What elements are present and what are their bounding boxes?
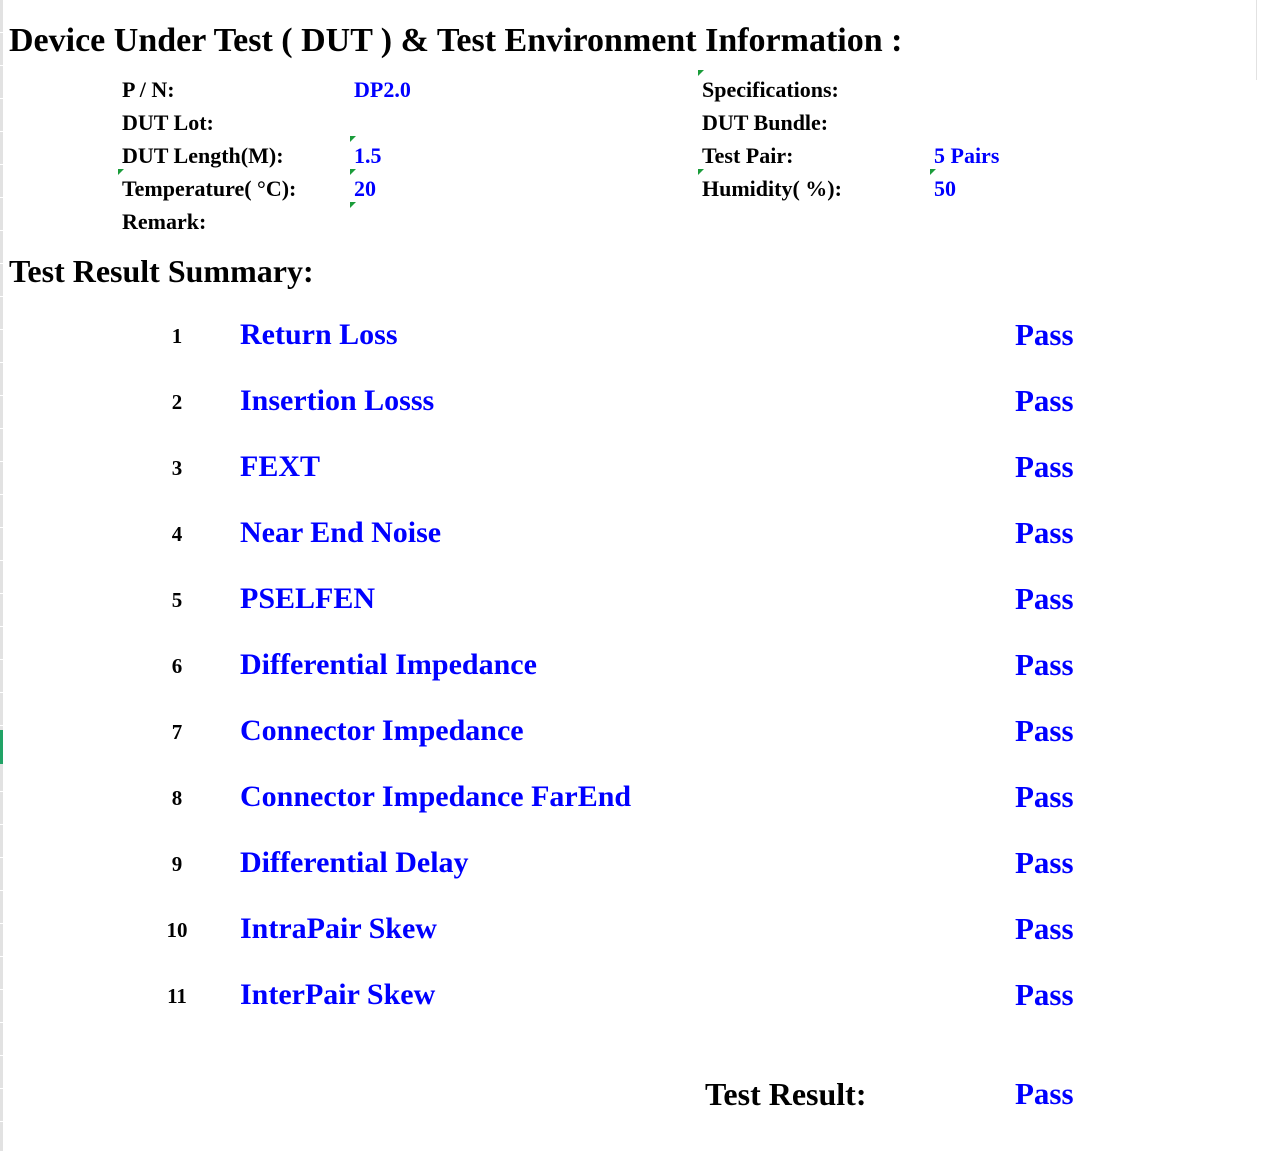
test-pair-label: Test Pair: [702,143,794,168]
comment-indicator-icon [118,169,124,175]
list-item-number: 11 [167,984,187,1008]
column-gridline [1256,0,1262,80]
comment-indicator-icon [350,202,356,208]
list-item-result[interactable]: Pass [1015,845,1074,880]
list-item-name[interactable]: PSELFEN [240,582,376,615]
comment-indicator-icon [698,169,704,175]
temperature-label: Temperature( °C): [122,176,297,201]
temperature-value[interactable]: 20 [354,176,376,201]
list-item-name[interactable]: Insertion Losss [240,384,435,417]
list-item-result[interactable]: Pass [1015,317,1074,352]
list-item-result[interactable]: Pass [1015,383,1074,418]
list-item-name[interactable]: FEXT [240,450,321,483]
list-item-name[interactable]: Differential Delay [240,846,469,879]
list-item-name[interactable]: InterPair Skew [240,978,436,1011]
dut-bundle-label: DUT Bundle: [702,110,829,135]
list-item-name[interactable]: Return Loss [240,318,398,351]
specifications-label: Specifications: [702,77,839,102]
dut-lot-label: DUT Lot: [122,110,214,135]
pn-value[interactable]: DP2.0 [354,77,411,102]
list-item-number: 4 [171,522,183,546]
list-item-result[interactable]: Pass [1015,449,1074,484]
list-item-number: 7 [171,720,183,744]
list-item-number: 10 [166,918,188,942]
summary-title: Test Result Summary: [9,253,314,289]
dut-length-label: DUT Length(M): [122,143,284,168]
final-result-value[interactable]: Pass [1015,1076,1074,1111]
list-item-result[interactable]: Pass [1015,911,1074,946]
list-item-number: 2 [171,390,183,414]
list-item-number: 9 [171,852,183,876]
list-item-result[interactable]: Pass [1015,977,1074,1012]
list-item-name[interactable]: IntraPair Skew [240,912,437,945]
page-title: Device Under Test ( DUT ) & Test Environment Information : [9,22,903,59]
final-result-label: Test Result: [705,1076,867,1112]
dut-length-value[interactable]: 1.5 [354,143,382,168]
list-item-number: 1 [171,324,183,348]
pn-label: P / N: [122,77,175,102]
comment-indicator-icon [698,70,704,76]
test-pair-value[interactable]: 5 Pairs [934,143,1000,168]
comment-indicator-icon [350,136,356,142]
list-item-result[interactable]: Pass [1015,515,1074,550]
comment-indicator-icon [930,169,936,175]
list-item-name[interactable]: Connector Impedance FarEnd [240,780,632,813]
humidity-label: Humidity( %): [702,176,842,201]
list-item-number: 5 [171,588,183,612]
list-item-number: 3 [171,456,183,480]
list-item-result[interactable]: Pass [1015,713,1074,748]
selected-row-indicator [0,730,3,764]
list-item-name[interactable]: Differential Impedance [240,648,537,681]
remark-label: Remark: [122,209,207,234]
comment-indicator-icon [350,169,356,175]
list-item-number: 8 [171,786,183,810]
list-item-name[interactable]: Near End Noise [240,516,442,549]
list-item-name[interactable]: Connector Impedance [240,714,524,747]
list-item-number: 6 [171,654,183,678]
humidity-value[interactable]: 50 [934,176,956,201]
list-item-result[interactable]: Pass [1015,779,1074,814]
row-header-gridline [0,0,3,1151]
list-item-result[interactable]: Pass [1015,647,1074,682]
list-item-result[interactable]: Pass [1015,581,1074,616]
